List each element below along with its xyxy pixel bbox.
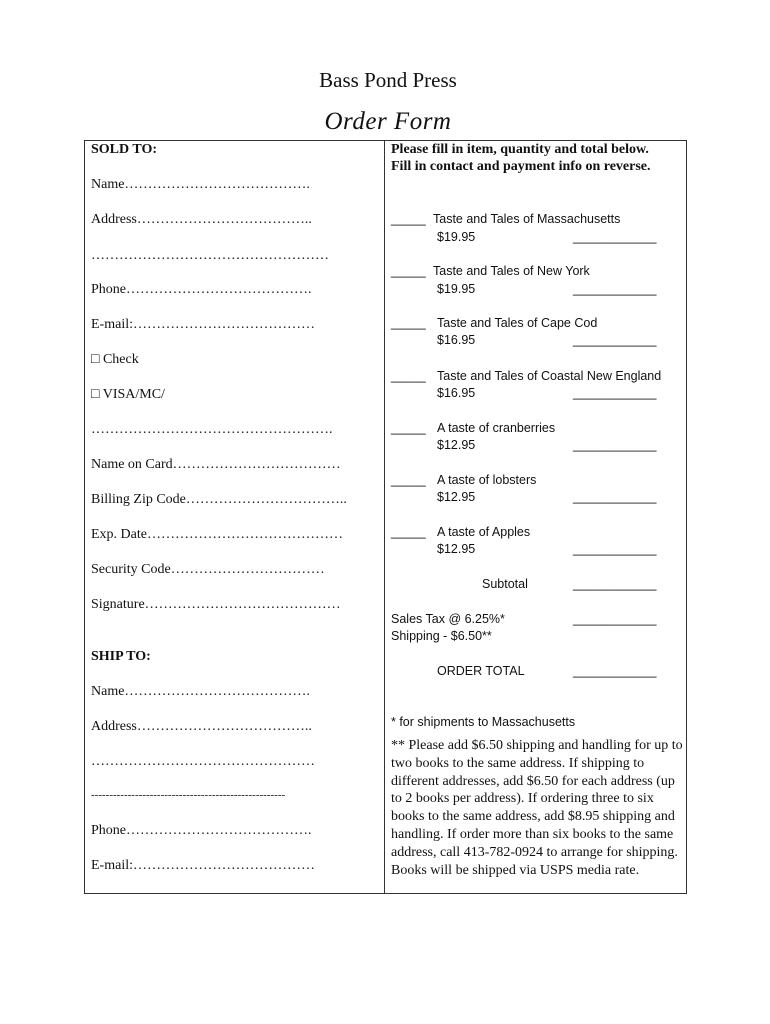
item-price: $19.95 xyxy=(437,282,476,296)
ship-to-address-line2-field[interactable]: ………………………………………… xyxy=(91,754,315,769)
item-qty-blank[interactable]: _____ xyxy=(391,525,426,539)
exp-date-field[interactable]: Exp. Date…………………………………… xyxy=(91,527,343,542)
item-price: $12.95 xyxy=(437,542,476,556)
subtotal-label: Subtotal xyxy=(482,577,528,591)
sold-to-heading: SOLD TO: xyxy=(91,142,158,157)
sold-to-address-line2-field[interactable]: …………………………………………… xyxy=(91,248,329,263)
sold-to-address-field[interactable]: Address……………………………….. xyxy=(91,212,312,227)
ship-to-heading: SHIP TO: xyxy=(91,649,151,664)
name-on-card-field[interactable]: Name on Card……………………………… xyxy=(91,457,341,472)
sales-tax-blank[interactable]: ____________ xyxy=(573,612,657,626)
item-qty-blank[interactable]: _____ xyxy=(391,421,426,435)
item-qty-blank[interactable]: _____ xyxy=(391,316,426,330)
card-number-field[interactable]: ……………………………………………. xyxy=(91,422,333,437)
item-price: $16.95 xyxy=(437,386,476,400)
item-qty-blank[interactable]: _____ xyxy=(391,369,426,383)
item-total-blank[interactable]: ____________ xyxy=(573,333,657,347)
footnote-shipping-policy: ** Please add $6.50 shipping and handling for up to two books to the same address. If shipping to different addresses, add $6.50 for each address (up to 2 books per address). If ordering three to six books to the same address, add $8.95 shipping and handling. If order more than six books to the same address, call 413-782-0924 to arrange for shipping. Books will be shipped via USPS media rate. xyxy=(391,738,683,878)
instructions-line-2: Fill in contact and payment info on reverse. xyxy=(391,159,651,174)
security-code-field[interactable]: Security Code…………………………… xyxy=(91,562,325,577)
ship-to-address-field[interactable]: Address……………………………….. xyxy=(91,719,312,734)
sold-to-email-field[interactable]: E-mail:………………………………… xyxy=(91,317,315,332)
sold-to-phone-field[interactable]: Phone…………………………………. xyxy=(91,282,312,297)
press-name: Bass Pond Press xyxy=(319,68,457,92)
order-total-label: ORDER TOTAL xyxy=(437,664,525,678)
instructions-line-1: Please fill in item, quantity and total below. xyxy=(391,142,649,157)
item-total-blank[interactable]: ____________ xyxy=(573,386,657,400)
item-qty-blank[interactable]: _____ xyxy=(391,473,426,487)
ship-to-name-field[interactable]: Name…………………………………. xyxy=(91,684,310,699)
item-price: $16.95 xyxy=(437,333,476,347)
item-title: A taste of cranberries xyxy=(437,421,556,435)
ship-to-address-line3-field[interactable]: ----------------------------------------------------- xyxy=(91,789,286,801)
item-title: Taste and Tales of Coastal New England xyxy=(437,369,662,383)
form-title: Order Form xyxy=(324,108,452,135)
sales-tax-label: Sales Tax @ 6.25%* xyxy=(391,612,505,626)
item-price: $12.95 xyxy=(437,438,476,452)
item-title: Taste and Tales of Massachusetts xyxy=(433,212,621,226)
column-divider xyxy=(384,141,385,893)
item-qty-blank[interactable]: _____ xyxy=(391,264,426,278)
ship-to-phone-field[interactable]: Phone…………………………………. xyxy=(91,823,312,838)
order-form-table xyxy=(84,140,687,894)
subtotal-blank[interactable]: ____________ xyxy=(573,577,657,591)
order-total-blank[interactable]: ____________ xyxy=(573,664,657,678)
signature-field[interactable]: Signature…………………………………… xyxy=(91,597,341,612)
item-total-blank[interactable]: ____________ xyxy=(573,490,657,504)
item-title: A taste of lobsters xyxy=(437,473,537,487)
item-price: $12.95 xyxy=(437,490,476,504)
item-qty-blank[interactable]: _____ xyxy=(391,212,426,226)
item-total-blank[interactable]: ____________ xyxy=(573,438,657,452)
item-total-blank[interactable]: ____________ xyxy=(573,542,657,556)
item-title: Taste and Tales of Cape Cod xyxy=(437,316,598,330)
check-payment-checkbox[interactable]: □ Check xyxy=(91,352,139,367)
billing-zip-field[interactable]: Billing Zip Code…………………………….. xyxy=(91,492,347,507)
sold-to-name-field[interactable]: Name…………………………………. xyxy=(91,177,310,192)
item-price: $19.95 xyxy=(437,230,476,244)
item-title: Taste and Tales of New York xyxy=(433,264,590,278)
shipping-label: Shipping - $6.50** xyxy=(391,629,492,643)
item-total-blank[interactable]: ____________ xyxy=(573,282,657,296)
footnote-massachusetts: * for shipments to Massachusetts xyxy=(391,715,576,729)
item-total-blank[interactable]: ____________ xyxy=(573,230,657,244)
card-payment-checkbox[interactable]: □ VISA/MC/ xyxy=(91,387,165,402)
item-title: A taste of Apples xyxy=(437,525,531,539)
ship-to-email-field[interactable]: E-mail:………………………………… xyxy=(91,858,315,873)
